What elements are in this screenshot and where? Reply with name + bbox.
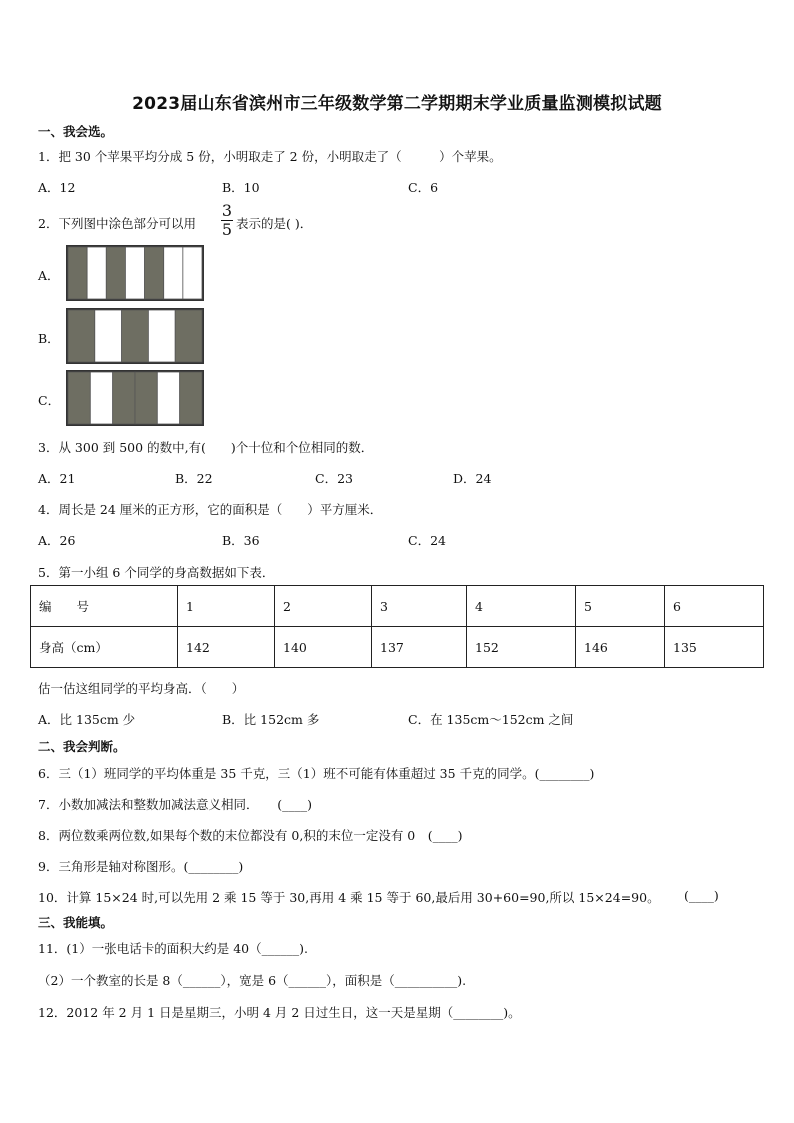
question-8-text: 8．两位数乘两位数,如果每个数的末位都没有 0,积的末位一定没有 0 (____) [38, 828, 463, 843]
shaded-strip [135, 372, 157, 424]
section-heading-choose: 一、我会选。 [38, 124, 114, 139]
table-row [31, 627, 764, 668]
blank-strip [157, 372, 179, 424]
question-2-option-a: A． [38, 268, 60, 283]
question-1-option-a: A．12 [38, 180, 76, 195]
table-cell: 5 [576, 586, 665, 627]
page-title: 2023届山东省滨州市三年级数学第二学期期末学业质量监测模拟试题 [132, 94, 662, 114]
question-4-option-a: A．26 [38, 533, 76, 548]
question-2-option-b: B． [38, 331, 60, 346]
shaded-strip [122, 310, 149, 362]
table-cell: 6 [665, 586, 764, 627]
strip-figure-c [66, 370, 204, 426]
question-11-part-2: （2）一个教室的长是 8（______），宽是 6（______），面积是（__________). [38, 973, 467, 988]
question-5-option-a: A．比 135cm 少 [38, 712, 136, 727]
table-cell: 1 [178, 586, 275, 627]
table-cell: 编 号 [31, 586, 178, 627]
question-5-text: 5．第一小组 6 个同学的身高数据如下表． [38, 565, 275, 580]
table-cell: 135 [665, 627, 764, 668]
question-3-option-a: A．21 [38, 471, 76, 486]
question-10-blank: (____) [684, 888, 719, 903]
height-data-table [30, 585, 764, 668]
question-3-option-b: B．22 [175, 471, 213, 486]
shaded-strip [68, 247, 87, 299]
table-header-row [31, 586, 764, 627]
question-6-text: 6．三（1）班同学的平均体重是 35 千克，三（1）班不可能有体重超过 35 千克的同学。(________) [38, 766, 595, 781]
question-2-text-after: 表示的是( )． [236, 216, 313, 231]
strip-figure-a [66, 245, 204, 301]
strip-figure-b [66, 308, 204, 364]
question-7-text: 7．小数加减法和整数加减法意义相同． (____) [38, 797, 312, 812]
fraction-three-fifths [220, 202, 234, 239]
table-cell: 142 [178, 627, 275, 668]
question-1-option-c: C．6 [408, 180, 439, 195]
section-heading-judge: 二、我会判断。 [38, 739, 126, 754]
shaded-strip [68, 310, 95, 362]
question-5-prompt: 估一估这组同学的平均身高．（ ） [38, 681, 245, 696]
blank-strip [164, 247, 183, 299]
question-12-text: 12．2012 年 2 月 1 日是星期三，小明 4 月 2 日过生日，这一天是星期（________)。 [38, 1005, 521, 1020]
question-4-option-b: B．36 [222, 533, 260, 548]
table-cell: 140 [275, 627, 372, 668]
question-5-option-c: C．在 135cm～152cm 之间 [408, 712, 574, 727]
blank-strip [95, 310, 122, 362]
table-cell: 3 [372, 586, 467, 627]
section-heading-fill: 三、我能填。 [38, 915, 114, 930]
question-1-option-b: B．10 [222, 180, 260, 195]
question-5-option-b: B．比 152cm 多 [222, 712, 320, 727]
question-2-text-before: 2．下列图中涂色部分可以用 [38, 216, 196, 231]
blank-strip [125, 247, 144, 299]
question-11-part-1: 11．(1）一张电话卡的面积大约是 40（______). [38, 941, 308, 956]
table-cell: 身高（cm） [31, 627, 178, 668]
question-3-text: 3．从 300 到 500 的数中,有( )个十位和个位相同的数． [38, 440, 374, 455]
fraction-numerator: 3 [221, 201, 233, 220]
question-1-text: 1．把 30 个苹果平均分成 5 份，小明取走了 2 份，小明取走了（ ）个苹果。 [38, 149, 502, 164]
blank-strip [148, 310, 175, 362]
blank-strip [87, 247, 106, 299]
shaded-strip [180, 372, 202, 424]
shaded-strip [68, 372, 90, 424]
shaded-strip [106, 247, 125, 299]
table-cell: 137 [372, 627, 467, 668]
table-cell: 152 [467, 627, 576, 668]
shaded-strip [113, 372, 135, 424]
question-4-option-c: C．24 [408, 533, 446, 548]
table-cell: 4 [467, 586, 576, 627]
question-3-option-c: C．23 [315, 471, 353, 486]
question-3-option-d: D．24 [453, 471, 492, 486]
question-10-text: 10．计算 15×24 时,可以先用 2 乘 15 等于 30,再用 4 乘 15 等于 60,最后用 30+60=90,所以 15×24=90。 [38, 890, 660, 905]
table-cell: 146 [576, 627, 665, 668]
table-cell: 2 [275, 586, 372, 627]
question-2-option-c: C． [38, 393, 61, 408]
blank-strip [183, 247, 202, 299]
question-9-text: 9．三角形是轴对称图形。(________) [38, 859, 244, 874]
shaded-strip [175, 310, 202, 362]
blank-strip [90, 372, 112, 424]
fraction-denominator: 5 [221, 220, 233, 239]
question-4-text: 4．周长是 24 厘米的正方形，它的面积是（ ）平方厘米． [38, 502, 383, 517]
shaded-strip [145, 247, 164, 299]
